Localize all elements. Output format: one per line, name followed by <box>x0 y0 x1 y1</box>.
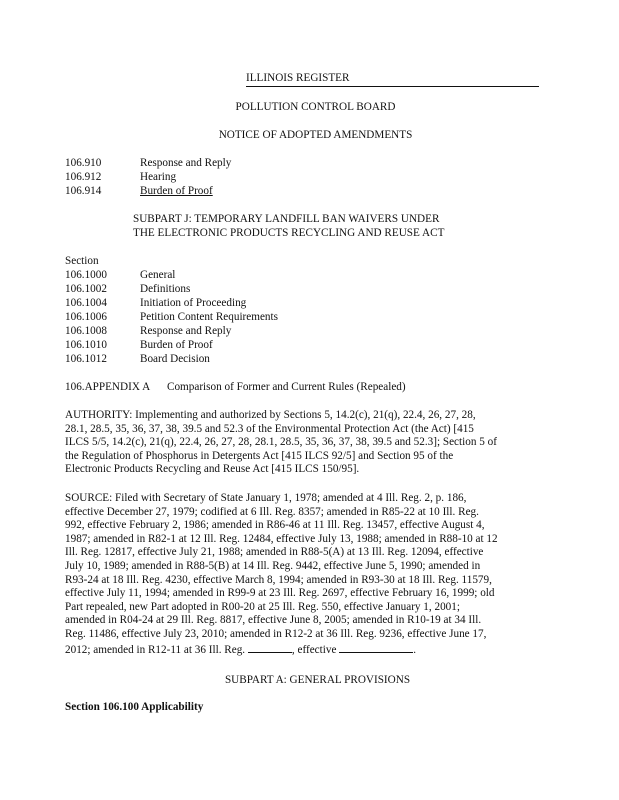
register-page-blank <box>248 642 292 653</box>
effective-date-blank <box>339 642 413 653</box>
toc-section-title: Response and Reply <box>140 157 232 169</box>
board-name: POLLUTION CONTROL BOARD <box>235 101 396 113</box>
toc-section-title: Response and Reply <box>140 325 232 337</box>
source-line: 1987; amended in R82-1 at 12 Ill. Reg. 12484, effective July 13, 1988; amended in R88-10 at 12 <box>65 532 498 545</box>
source-line: Part repealed, new Part adopted in R00-20 at 25 Ill. Reg. 550, effective January 1, 2001; <box>65 600 460 613</box>
toc-section-title: Definitions <box>140 283 191 295</box>
toc-section-number: 106.1002 <box>65 283 107 295</box>
authority-note <box>65 409 557 477</box>
authority-line: ILCS 5/5, 14.2(c), 21(q), 22.4, 26, 27, 28, 28.1, 28.5, 35, 36, 37, 38, 39.5 and 52.3]; Section 5 of <box>65 436 497 449</box>
toc-section-title: Hearing <box>140 171 177 183</box>
authority-line: 28.1, 28.5, 35, 36, 37, 38, 39.5 and 52.3 of the Environmental Protection Act (the Act) [415 <box>65 422 474 435</box>
appendix-number: 106.APPENDIX A <box>65 381 151 393</box>
subpart-j-heading-line1: SUBPART J: TEMPORARY LANDFILL BAN WAIVERS UNDER <box>133 213 440 225</box>
source-line: effective December 27, 1979; codified at 6 Ill. Reg. 8357; amended in R85-22 at 10 Ill. Reg. <box>65 505 479 518</box>
source-line: amended in R04-24 at 29 Ill. Reg. 8817, effective June 8, 2005; amended in R10-19 at 34 Ill. <box>65 614 482 627</box>
subpart-j-heading-line2: THE ELECTRONIC PRODUCTS RECYCLING AND REUSE ACT <box>133 227 445 239</box>
source-final-prefix: 2012; amended in R12-11 at 36 Ill. Reg. <box>65 643 248 656</box>
toc-section-number: 106.912 <box>65 171 102 183</box>
toc-section-title: Initiation of Proceeding <box>140 297 247 309</box>
subpart-a-heading: SUBPART A: GENERAL PROVISIONS <box>224 674 411 686</box>
source-line: 992, effective February 2, 1986; amended in R86-46 at 11 Ill. Reg. 13457, effective August 4, <box>65 519 485 532</box>
toc-section-number: 106.1006 <box>65 311 107 323</box>
source-line: July 10, 1989; amended in R88-5(B) at 14 Ill. Reg. 9442, effective June 5, 1990; amended in <box>65 559 481 572</box>
toc-section-number: 106.1004 <box>65 297 107 309</box>
source-final-mid: , effective <box>291 643 340 656</box>
section-label: Section <box>65 255 99 267</box>
toc-section-number: 106.1008 <box>65 325 107 337</box>
toc-section-title: Board Decision <box>140 353 210 365</box>
source-line: Reg. 11486, effective July 23, 2010; amended in R12-2 at 36 Ill. Reg. 9236, effective June 17, <box>65 627 487 640</box>
toc-section-title: Burden of Proof <box>140 339 213 351</box>
source-note <box>65 492 557 657</box>
authority-line: the Regulation of Phosphorus in Detergents Act [415 ILCS 92/5] and Section 95 of the <box>65 449 454 462</box>
source-line-final <box>65 642 557 658</box>
toc-section-title: Burden of Proof <box>140 185 213 197</box>
section-heading: Section 106.100 Applicability <box>65 701 204 713</box>
toc-section-number: 106.910 <box>65 157 102 169</box>
authority-line: Electronic Products Recycling and Reuse Act [415 ILCS 150/95]. <box>65 463 360 476</box>
toc-section-number: 106.914 <box>65 185 102 197</box>
source-line: SOURCE: Filed with Secretary of State January 1, 1978; amended at 4 Ill. Reg. 2, p. 186, <box>65 492 467 504</box>
toc-section-number: 106.1012 <box>65 353 107 365</box>
toc-section-title: General <box>140 269 176 281</box>
source-line: effective July 11, 1994; amended in R99-9 at 23 Ill. Reg. 2697, effective February 16, 1999; old <box>65 587 495 600</box>
toc-section-number: 106.1000 <box>65 269 107 281</box>
toc-section-title: Petition Content Requirements <box>140 311 278 323</box>
register-title: ILLINOIS REGISTER <box>246 72 350 84</box>
source-line: R93-24 at 18 Ill. Reg. 4230, effective March 8, 1994; amended in R93-30 at 18 Ill. Reg. 11579, <box>65 573 492 586</box>
appendix-title: Comparison of Former and Current Rules (Repealed) <box>167 381 406 393</box>
authority-line: AUTHORITY: Implementing and authorized by Sections 5, 14.2(c), 21(q), 22.4, 26, 27, 28, <box>65 409 476 421</box>
toc-section-number: 106.1010 <box>65 339 107 351</box>
source-final-end: . <box>413 643 417 656</box>
source-line: Ill. Reg. 12817, effective July 21, 1988; amended in R88-5(A) at 13 Ill. Reg. 12094, effective <box>65 546 484 559</box>
notice-title: NOTICE OF ADOPTED AMENDMENTS <box>218 129 413 141</box>
